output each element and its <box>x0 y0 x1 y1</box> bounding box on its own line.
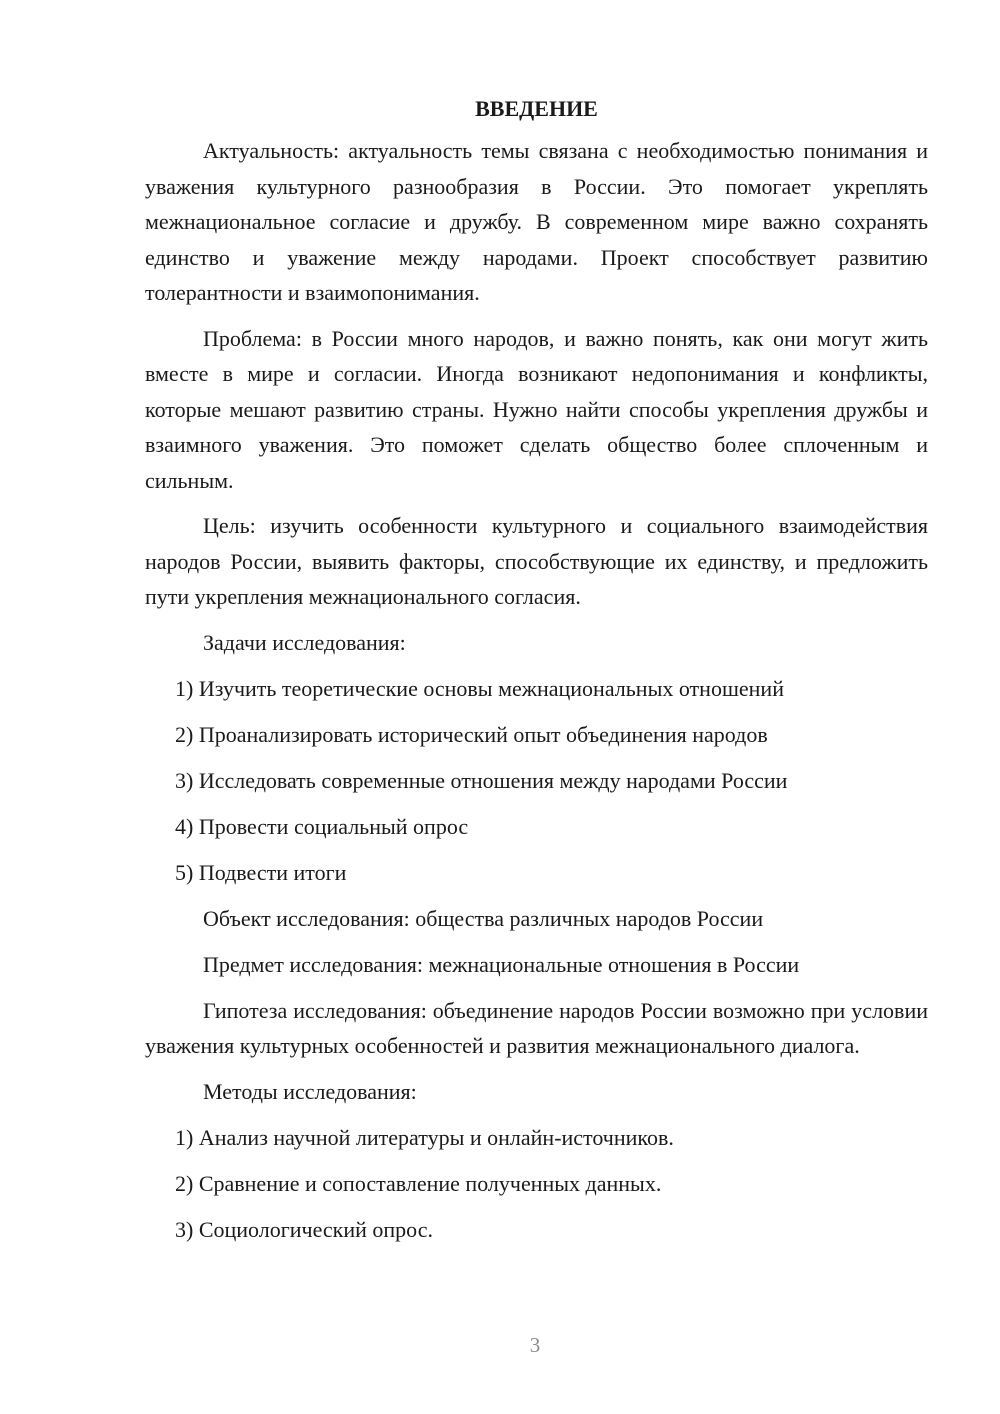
research-subject: Предмет исследования: межнациональные отношения в России <box>203 951 800 977</box>
task-item: 1) Изучить теоретические основы межнациональных отношений <box>175 675 784 701</box>
goal-paragraph: Цель: изучить особенности культурного и социального взаимодействия народов России, выявить факторы, способствующие их единству, и предложить пути укрепления межнационального согласия. <box>145 513 928 609</box>
page-content <box>145 92 928 1258</box>
tasks-heading: Задачи исследования: <box>203 629 406 655</box>
task-item: 4) Провести социальный опрос <box>175 813 469 839</box>
method-item: 1) Анализ научной литературы и онлайн-источников. <box>175 1124 674 1150</box>
problem-paragraph: Проблема: в России много народов, и важно понять, как они могут жить вместе в мире и согласии. Иногда возникают недопонимания и конфликты, которые мешают развитию страны. Нужно найти способы укрепления дружбы и взаимного уважения. Это поможет сделать общество более сплоченным и сильным. <box>145 325 928 493</box>
research-hypothesis: Гипотеза исследования: объединение народов России возможно при условии уважения культурных особенностей и развития межнационального диалога. <box>145 997 928 1058</box>
task-item: 2) Проанализировать исторический опыт объединения народов <box>175 721 768 747</box>
section-title: ВВЕДЕНИЕ <box>475 96 598 121</box>
relevance-paragraph: Актуальность: актуальность темы связана с необходимостью понимания и уважения культурного разнообразия в России. Это помогает укреплять межнациональное согласие и дружбу. В современном мире важно сохранять единство и уважение между народами. Проект способствует развитию толерантности и взаимопонимания. <box>145 138 928 305</box>
task-item: 3) Исследовать современные отношения между народами России <box>175 767 788 793</box>
task-item: 5) Подвести итоги <box>175 859 347 885</box>
methods-heading: Методы исследования: <box>203 1078 417 1104</box>
method-item: 2) Сравнение и сопоставление полученных данных. <box>175 1170 662 1196</box>
page-number: 3 <box>529 1333 541 1357</box>
method-item: 3) Социологический опрос. <box>175 1216 433 1242</box>
research-object: Объект исследования: общества различных народов России <box>203 905 764 931</box>
